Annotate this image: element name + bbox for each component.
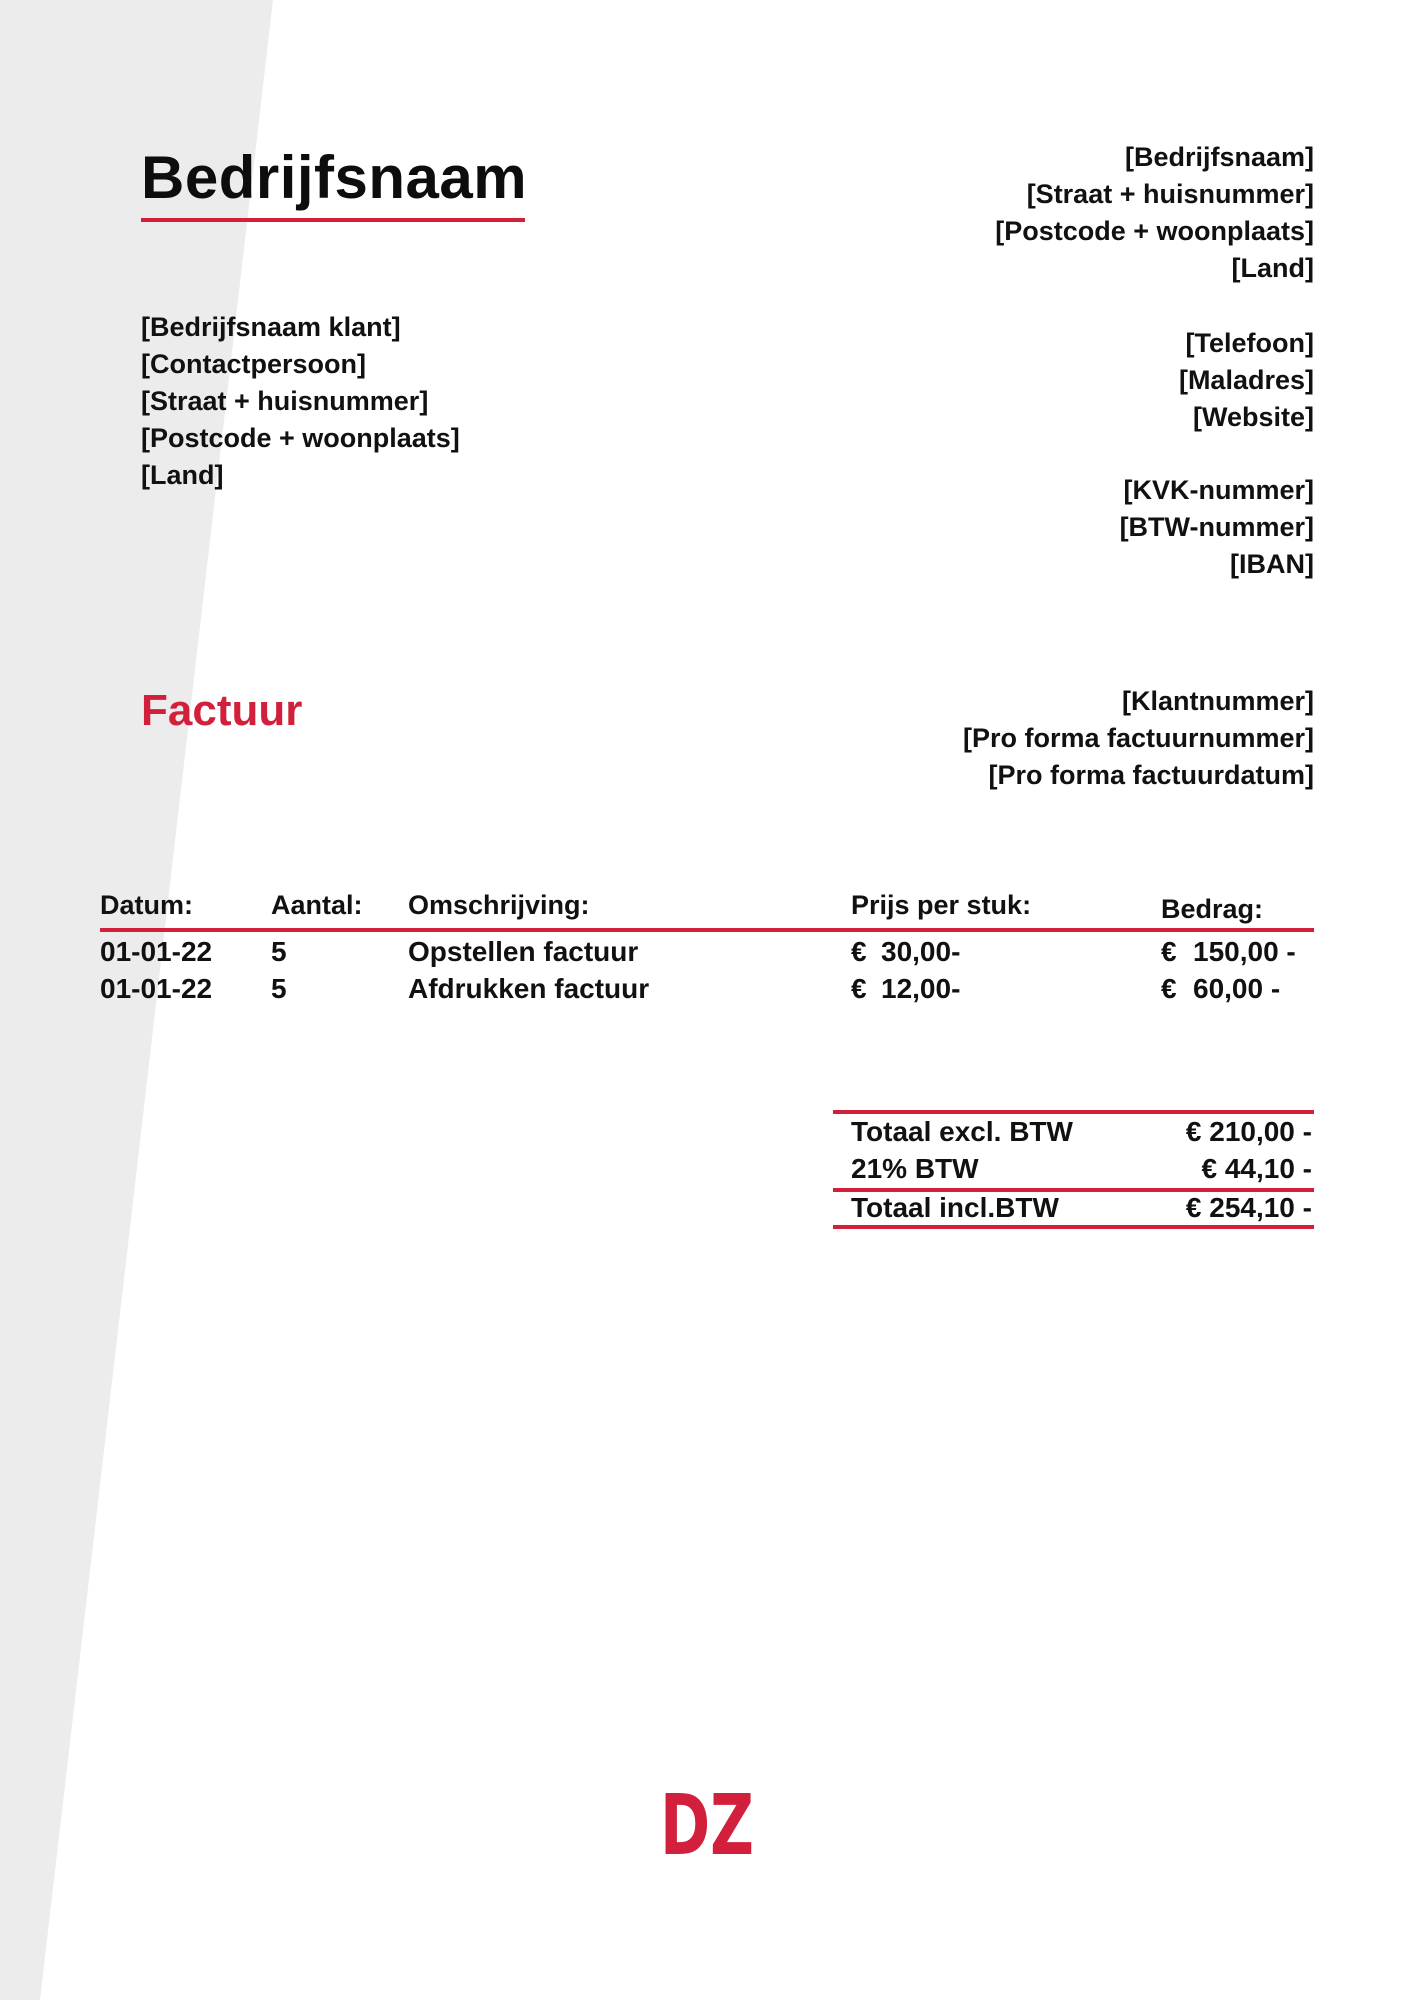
dz-logo [660, 1776, 754, 1874]
sender-street: [Straat + huisnummer] [1026, 179, 1314, 209]
row1-amount: 150,00 - [1193, 936, 1296, 967]
sender-postcode: [Postcode + woonplaats] [995, 216, 1314, 246]
row1-qty: 5 [271, 936, 287, 967]
title-underline [141, 218, 525, 222]
sender-email: [Maladres] [1178, 365, 1314, 395]
row2-amount-currency: € [1161, 973, 1177, 1004]
total-incl-label: Totaal incl.BTW [851, 1192, 1059, 1223]
header-unit-price: Prijs per stuk: [851, 890, 1032, 920]
total-incl-value: € 254,10 - [1185, 1192, 1312, 1223]
row1-price-currency: € [851, 936, 867, 967]
header-description: Omschrijving: [408, 890, 590, 920]
recipient-country: [Land] [141, 460, 224, 490]
sender-country: [Land] [1231, 253, 1314, 283]
sender-kvk: [KVK-nummer] [1123, 475, 1314, 505]
row1-unit-price: 30,00- [881, 936, 961, 967]
sender-company: [Bedrijfsnaam] [1124, 142, 1314, 172]
row1-description: Opstellen factuur [408, 936, 639, 967]
row1-date: 01-01-22 [100, 936, 213, 967]
sender-iban: [IBAN] [1230, 549, 1314, 579]
recipient-postcode: [Postcode + woonplaats] [141, 423, 460, 453]
sender-btw: [BTW-nummer] [1119, 512, 1314, 542]
sender-address [995, 139, 1314, 287]
vat-label: 21% BTW [851, 1153, 979, 1184]
sender-phone: [Telefoon] [1185, 328, 1314, 358]
total-excl-label: Totaal excl. BTW [851, 1116, 1073, 1147]
sender-registration [1120, 472, 1314, 583]
row2-description: Afdrukken factuur [408, 973, 650, 1004]
row1-amount-currency: € [1161, 936, 1177, 967]
invoice-number: [Pro forma factuurnummer] [962, 723, 1314, 753]
customer-number: [Klantnummer] [1121, 686, 1314, 716]
total-excl-value: € 210,00 - [1185, 1116, 1312, 1147]
header-date: Datum: [100, 890, 193, 920]
totals-bottom-divider [833, 1225, 1314, 1229]
recipient-address [141, 309, 460, 494]
logo-text: DZ [660, 1776, 754, 1874]
invoice-meta [963, 683, 1314, 794]
sender-contact [1179, 325, 1314, 436]
row2-qty: 5 [271, 973, 287, 1004]
vat-value: € 44,10 - [1201, 1153, 1312, 1184]
invoice-date: [Pro forma factuurdatum] [988, 760, 1314, 790]
row2-unit-price: 12,00- [881, 973, 961, 1004]
sender-website: [Website] [1192, 402, 1314, 432]
row2-price-currency: € [851, 973, 867, 1004]
company-title: Bedrijfsnaam [141, 144, 528, 211]
table-header-divider [100, 928, 1314, 932]
recipient-company: [Bedrijfsnaam klant] [141, 312, 401, 342]
header-qty: Aantal: [271, 890, 363, 920]
recipient-street: [Straat + huisnummer] [141, 386, 429, 416]
invoice-title: Factuur [141, 686, 303, 735]
header-amount: Bedrag: [1161, 894, 1264, 924]
row2-date: 01-01-22 [100, 973, 213, 1004]
recipient-contact: [Contactpersoon] [141, 349, 366, 379]
totals-top-divider [833, 1110, 1314, 1114]
row2-amount: 60,00 - [1193, 973, 1281, 1004]
